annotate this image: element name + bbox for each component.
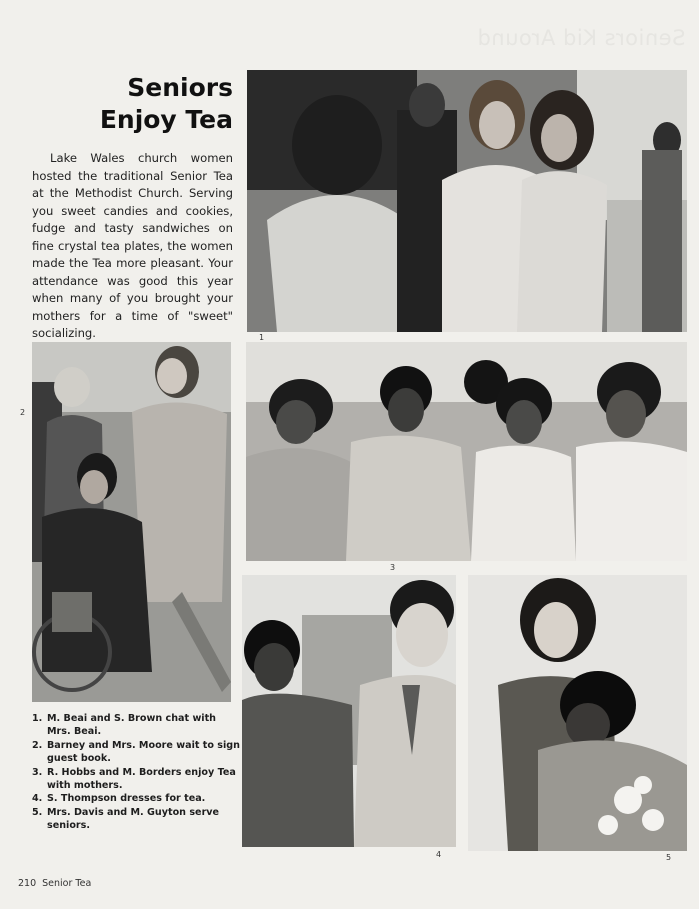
photo-2	[32, 342, 231, 702]
photo-1-number: 1	[259, 333, 265, 342]
photo-4-number: 4	[436, 850, 442, 859]
photo-1	[247, 70, 687, 332]
title-line-1: Seniors	[127, 73, 233, 102]
photo-2-number: 2	[20, 408, 26, 417]
caption-item: 3. R. Hobbs and M. Borders enjoy Tea with mothers.	[32, 766, 236, 792]
title-line-2: Enjoy Tea	[99, 105, 233, 134]
caption-item: 4. S. Thompson dresses for tea.	[32, 793, 206, 805]
caption-item: 5. Mrs. Davis and M. Guyton serve seniors.	[32, 806, 220, 832]
photo-3	[246, 342, 687, 561]
page-footer	[18, 878, 91, 889]
intro-paragraph: Lake Wales church women hosted the traditional Senior Tea at the Methodist Church. Serving you sweet candies and cookies, fudge and tasty sandwiches on fine crystal tea plates, the women made the Tea more pleasant. Your attendance was good this year when many of you brought your mothers for a time of "sweet" socializing.	[32, 151, 233, 340]
photo-4	[242, 575, 456, 847]
photo-5	[468, 575, 687, 851]
page-title	[100, 72, 233, 136]
show-through-heading: Seniors Kid Around	[476, 26, 685, 50]
photo-captions	[32, 712, 240, 833]
photo-5-number: 5	[666, 853, 672, 862]
photo-3-number: 3	[390, 563, 396, 572]
section-name: Senior Tea	[42, 878, 92, 889]
caption-item: 1. M. Beai and S. Brown chat with Mrs. Beai.	[32, 713, 217, 738]
caption-item: 2. Barney and Mrs. Moore wait to sign guest book.	[32, 739, 241, 765]
page-number: 210	[18, 878, 37, 889]
